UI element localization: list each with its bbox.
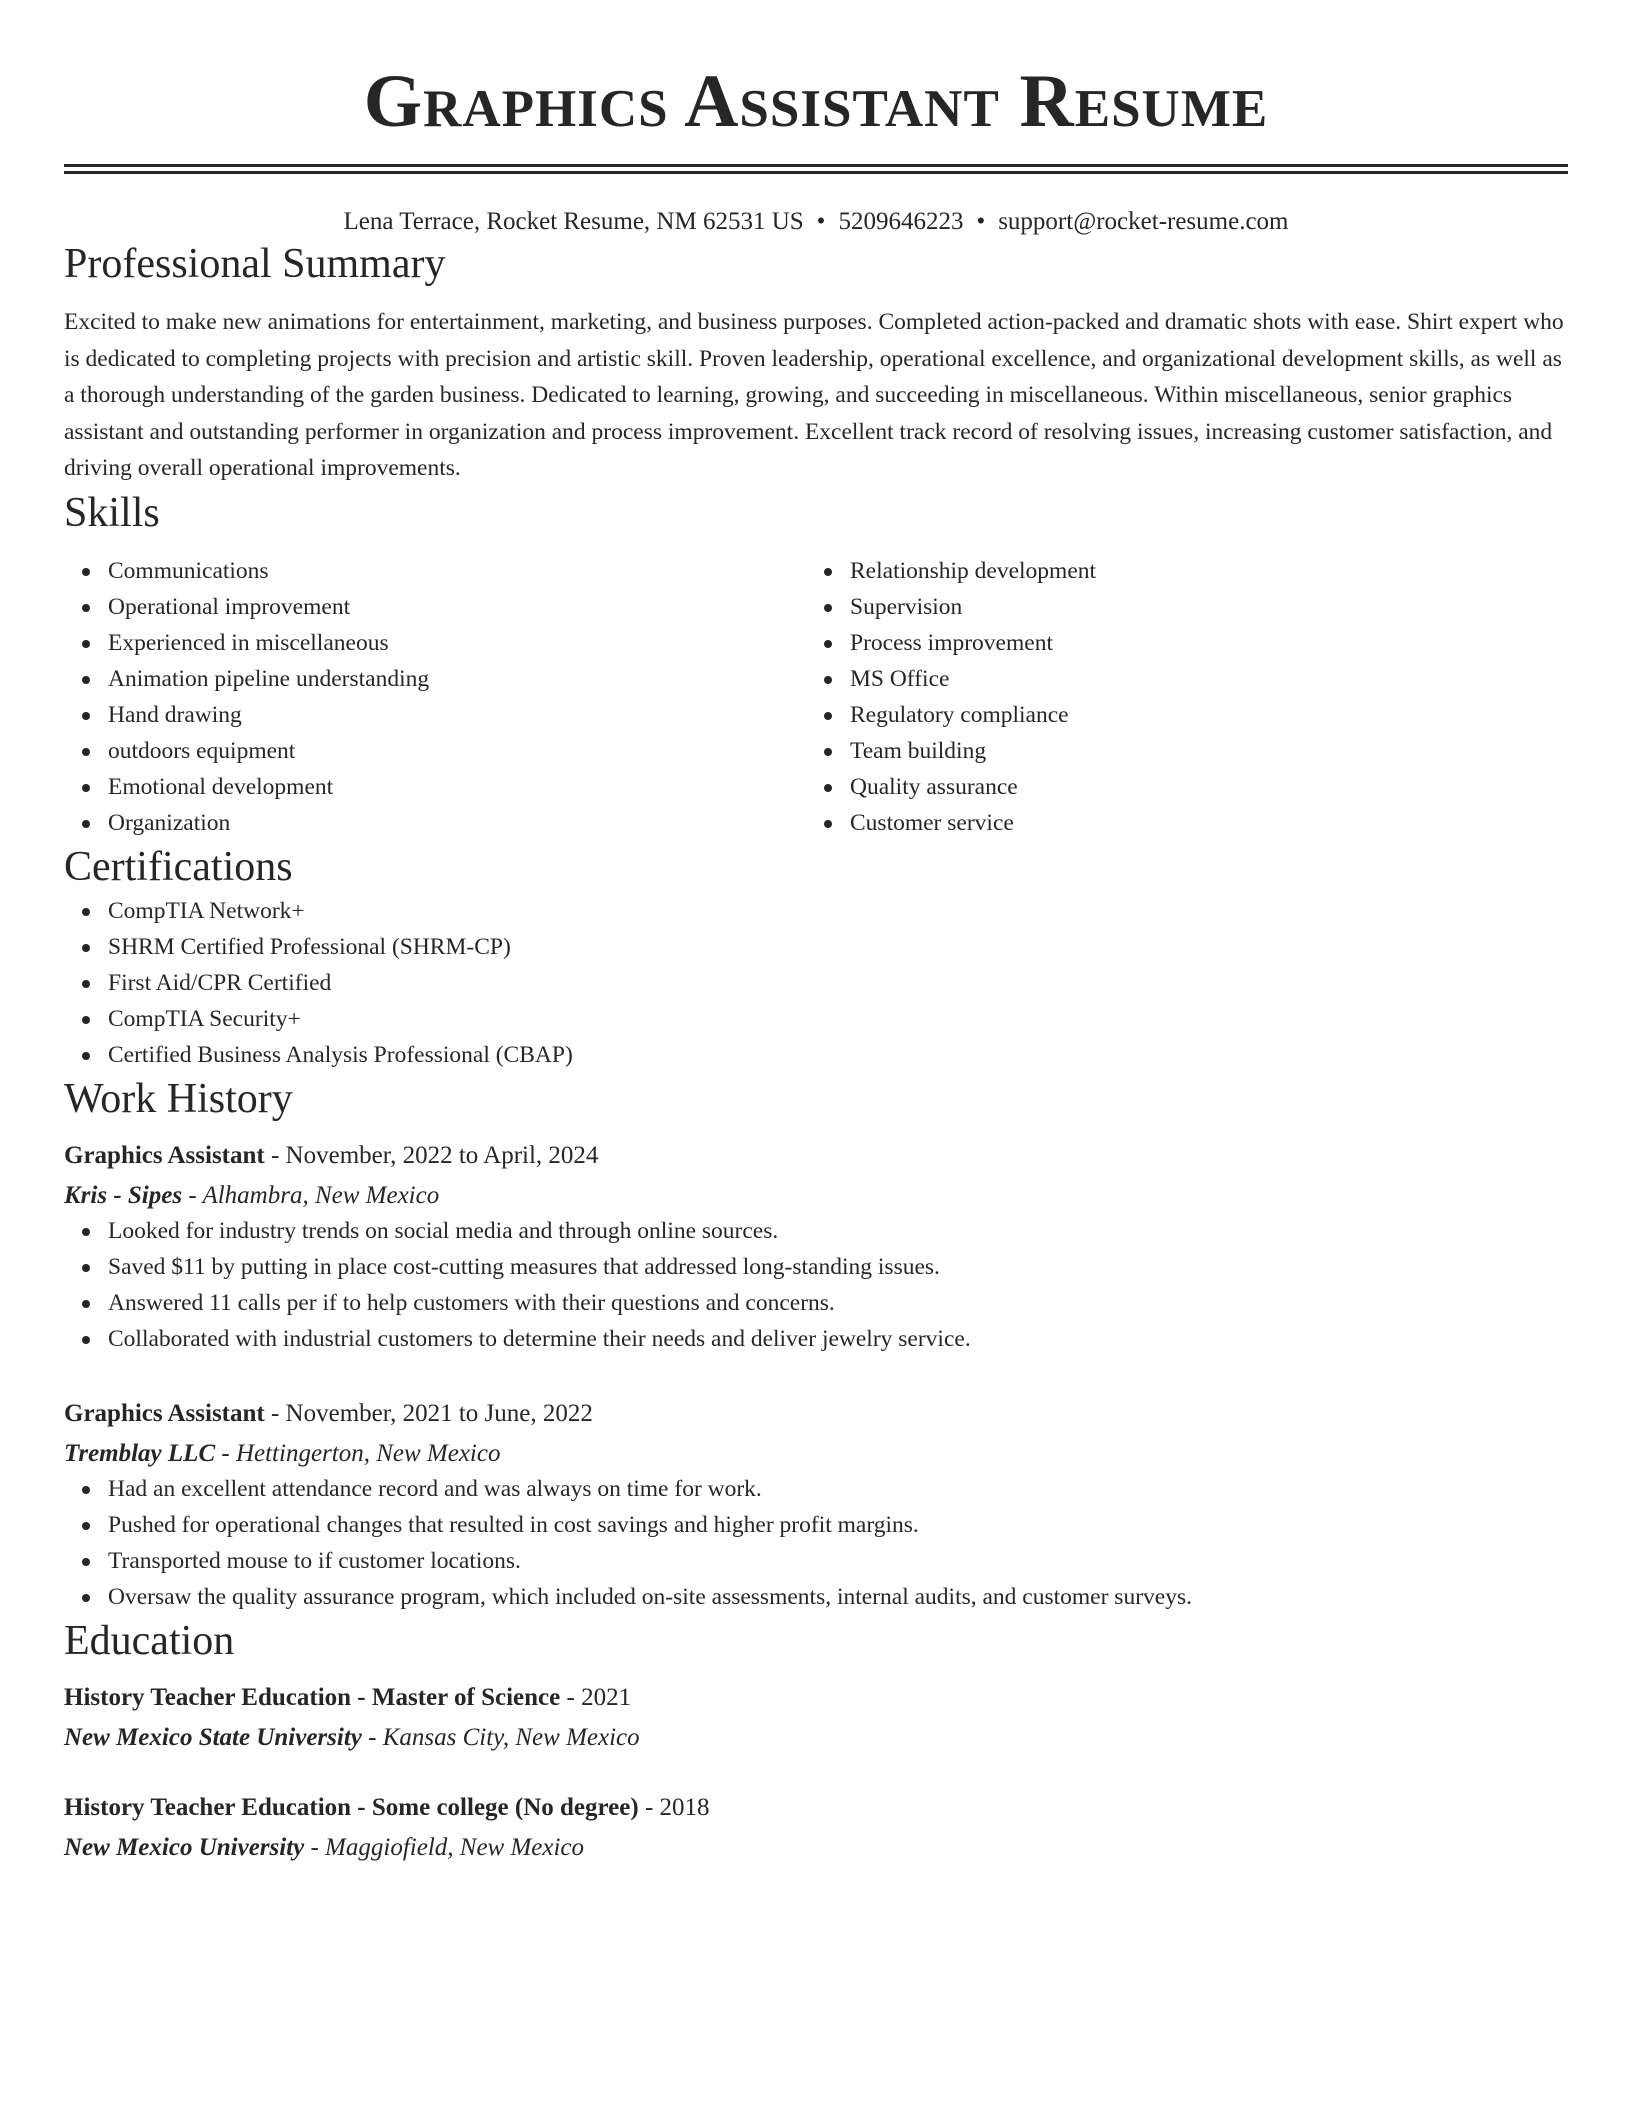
job-entry <box>64 1397 1568 1615</box>
job-duty-item: Collaborated with industrial customers to determine their needs and deliver jewelry service. <box>108 1321 1568 1357</box>
job-duty-item: Looked for industry trends on social media and through online sources. <box>108 1213 1568 1249</box>
summary-heading: Professional Summary <box>64 241 446 287</box>
certification-item: CompTIA Network+ <box>108 893 1568 929</box>
skill-item: outdoors equipment <box>108 733 806 769</box>
resume-page <box>64 0 1568 1865</box>
certification-item: First Aid/CPR Certified <box>108 965 1568 1001</box>
job-title-line <box>64 1139 1568 1173</box>
skill-item: Regulatory compliance <box>850 697 1548 733</box>
skills-column-left <box>64 553 806 841</box>
job-company-line <box>64 1179 1568 1213</box>
job-location: - Hettingerton, New Mexico <box>215 1439 501 1467</box>
job-duty-item: Transported mouse to if customer locations. <box>108 1543 1568 1579</box>
education-school: New Mexico University <box>64 1833 305 1861</box>
skill-item: Supervision <box>850 589 1548 625</box>
skills-column-right <box>806 553 1548 841</box>
contact-separator: • <box>976 208 986 235</box>
education-degree-line <box>64 1681 1568 1715</box>
job-title: Graphics Assistant <box>64 1399 265 1427</box>
contact-email: support@rocket-resume.com <box>998 208 1289 235</box>
contact-separator: • <box>816 208 826 235</box>
job-duty-item: Had an excellent attendance record and was always on time for work. <box>108 1471 1568 1507</box>
summary-text: Excited to make new animations for entertainment, marketing, and business purposes. Completed action-packed and dramatic shots with ease. Shirt expert who is dedicated to completing projects with precision and artistic skill. Proven leadership, operational excellence, and organizational development skills, as well as a thorough understanding of the garden business. Dedicated to learning, growing, and succeeding in miscellaneous. Within miscellaneous, senior graphics assistant and outstanding performer in organization and process improvement. Excellent track record of resolving issues, increasing customer satisfaction, and driving overall operational improvements. <box>64 309 1564 481</box>
contact-line <box>64 206 1568 238</box>
education-school-line <box>64 1831 1568 1865</box>
certification-item: SHRM Certified Professional (SHRM-CP) <box>108 929 1568 965</box>
certification-item: Certified Business Analysis Professional (CBAP) <box>108 1037 1568 1073</box>
education-year: - 2018 <box>638 1793 710 1821</box>
skill-item: Organization <box>108 805 806 841</box>
job-title: Graphics Assistant <box>64 1141 265 1169</box>
job-duty-item: Saved $11 by putting in place cost-cutting measures that addressed long-standing issues. <box>108 1249 1568 1285</box>
skill-item: Hand drawing <box>108 697 806 733</box>
education-school-line <box>64 1721 1568 1755</box>
education-degree-line <box>64 1791 1568 1825</box>
resume-title: Graphics Assistant Resume <box>363 60 1269 143</box>
job-dates: - November, 2021 to June, 2022 <box>264 1399 593 1427</box>
education-degree: History Teacher Education - Master of Science <box>64 1683 561 1711</box>
skill-item: Process improvement <box>850 625 1548 661</box>
skill-item: Operational improvement <box>108 589 806 625</box>
skills-heading: Skills <box>64 489 160 536</box>
education-entry <box>64 1681 1568 1755</box>
job-duties <box>64 1471 1568 1615</box>
skills-list <box>64 553 1568 841</box>
job-title-line <box>64 1397 1568 1431</box>
job-dates: - November, 2022 to April, 2024 <box>264 1141 599 1169</box>
certification-item: CompTIA Security+ <box>108 1001 1568 1037</box>
skill-item: Experienced in miscellaneous <box>108 625 806 661</box>
job-location: - Alhambra, New Mexico <box>182 1181 440 1209</box>
certifications-list <box>64 893 1568 1073</box>
education-location: - Maggiofield, New Mexico <box>304 1833 585 1861</box>
work-history-heading: Work History <box>64 1075 293 1122</box>
education-year: - 2021 <box>560 1683 632 1711</box>
job-company: Kris - Sipes <box>64 1181 183 1209</box>
skill-item: Customer service <box>850 805 1548 841</box>
job-duty-item: Oversaw the quality assurance program, which included on-site assessments, internal audits, and customer surveys. <box>108 1579 1568 1615</box>
education-school: New Mexico State University <box>64 1723 362 1751</box>
job-duty-item: Answered 11 calls per if to help customers with their questions and concerns. <box>108 1285 1568 1321</box>
job-duty-item: Pushed for operational changes that resulted in cost savings and higher profit margins. <box>108 1507 1568 1543</box>
title-divider <box>64 164 1568 174</box>
skill-item: Relationship development <box>850 553 1548 589</box>
education-entry <box>64 1791 1568 1865</box>
contact-phone: 5209646223 <box>838 208 964 235</box>
skill-item: Animation pipeline understanding <box>108 661 806 697</box>
education-heading: Education <box>64 1617 235 1664</box>
contact-address: Lena Terrace, Rocket Resume, NM 62531 US <box>343 208 804 235</box>
education-degree: History Teacher Education - Some college (No degree) <box>64 1793 639 1821</box>
job-duties <box>64 1213 1568 1357</box>
job-company-line <box>64 1437 1568 1471</box>
skill-item: Team building <box>850 733 1548 769</box>
skill-item: Emotional development <box>108 769 806 805</box>
skill-item: Quality assurance <box>850 769 1548 805</box>
education-location: - Kansas City, New Mexico <box>361 1723 640 1751</box>
certifications-heading: Certifications <box>64 843 293 890</box>
skill-item: MS Office <box>850 661 1548 697</box>
skill-item: Communications <box>108 553 806 589</box>
job-entry <box>64 1139 1568 1357</box>
job-company: Tremblay LLC <box>64 1439 216 1467</box>
